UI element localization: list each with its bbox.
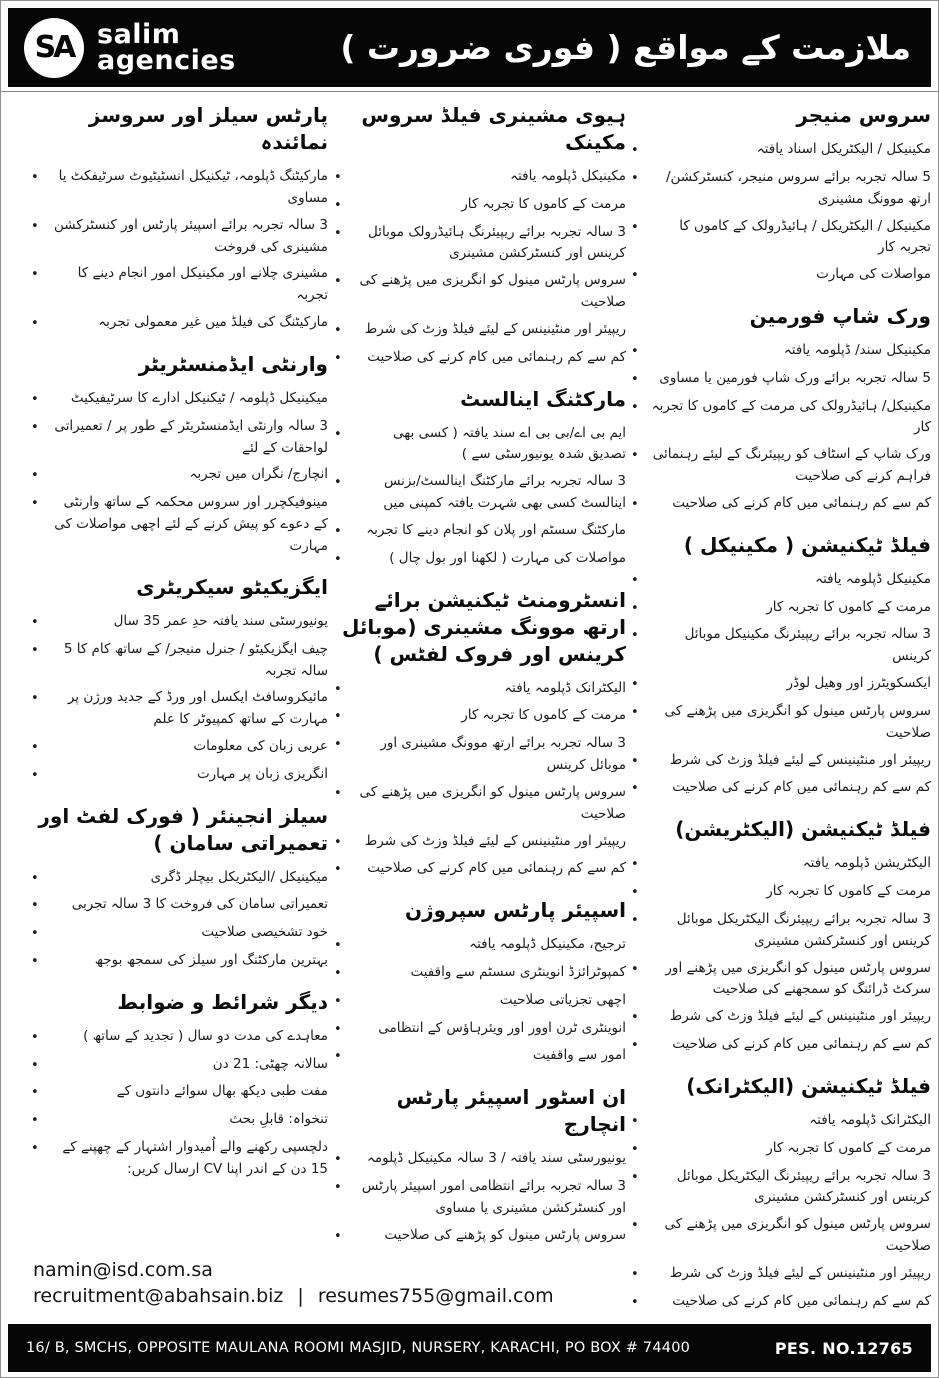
bullet-icon: •	[334, 350, 342, 366]
bullet-icon: •	[334, 274, 342, 290]
job-requirement-text: عربی زبان کی معلومات	[193, 738, 328, 755]
job-requirement-text: مواصلات کی مہارت ( لکھنا اور بول چال )	[389, 549, 626, 566]
contact-emails	[33, 1257, 554, 1309]
job-requirement-text: ایم بی اے/بی بی اے سند یافتہ ( کسی بھی تصدیق شدہ یونیورسٹی سے )	[392, 424, 626, 463]
job-requirement-text: سروس پارٹس مینول کو انگریزی میں پڑھنے اور سرکٹ ڈرائنگ کو سمجھنے کی صلاحیت	[665, 959, 931, 998]
bullet-icon: •	[31, 691, 39, 707]
bullet-icon: •	[334, 862, 342, 878]
job-requirement	[31, 639, 328, 683]
brand-line1: salim	[97, 18, 181, 50]
job-requirement	[31, 1054, 328, 1077]
bullet-icon: •	[334, 1180, 342, 1196]
job-title: فیلڈ ٹیکنیشن (الیکٹرانک)	[686, 1073, 931, 1098]
job-title: اسپیئر پارٹس سپروژن	[405, 898, 626, 923]
job-requirement	[31, 464, 328, 487]
job-requirement	[631, 1034, 931, 1057]
job-requirement	[31, 166, 328, 210]
job-requirement	[31, 1137, 328, 1181]
job-requirement	[334, 990, 626, 1013]
job-requirement-text: ریپیئر اور منٹینینس کے لیئے فیلڈ وزٹ کی شرط	[364, 321, 626, 338]
job-section	[31, 574, 328, 787]
brand-line2: agencies	[97, 44, 236, 76]
job-requirement	[31, 867, 328, 890]
job-requirement-text: مکینیکل ڈپلومہ یافتہ	[815, 570, 931, 587]
bullet-icon: •	[334, 225, 342, 241]
bullet-icon: •	[631, 497, 639, 513]
job-requirement-text: 3 سالہ تجربہ برائے ریپیئرنگ الیکٹریکل موبائل کرینس اور کنسٹرکشن مشینری	[676, 910, 931, 949]
brand-block	[24, 18, 236, 78]
job-requirement-text: 3 سالہ تجربہ برائے ریپیئرنگ مکینیکل موبائل کرینس	[684, 626, 931, 665]
job-requirement-text: 5 سالہ تجربہ برائے سروس منیجر، کنسٹرکشن/ ارتھ موونگ مشینری	[665, 168, 931, 207]
bullet-icon: •	[334, 1021, 342, 1037]
job-title: ایگزیکیٹو سیکریٹری	[136, 574, 328, 599]
bullet-icon: •	[631, 600, 639, 616]
job-column-left	[31, 100, 328, 1197]
job-requirement-text: اچھی تجزیاتی صلاحیت	[499, 991, 626, 1008]
salim-agencies-logo-icon: SA	[24, 18, 84, 78]
job-requirement	[31, 215, 328, 259]
job-requirement-text: ایکسکویٹرز اور وھیل لوڈر	[786, 675, 931, 692]
job-requirement-text: 3 سالہ تجربہ برائے مارکٹنگ اینالسٹ/بزنس اینالسٹ کسی بھی شہرت یافتہ کمپنی میں	[383, 473, 626, 512]
job-requirement	[31, 263, 328, 307]
job-requirement	[31, 1081, 328, 1104]
bullet-icon: •	[631, 628, 639, 644]
job-requirement	[334, 1225, 626, 1248]
bullet-icon: •	[631, 1294, 639, 1310]
job-requirement-text: 3 سالہ وارنٹی ایڈمنسٹریٹر کے طور پر / تعمیراتی لواحقات کے لئے	[54, 417, 328, 456]
job-title: وارنٹی ایڈمنسٹریٹر	[138, 351, 328, 376]
bullet-icon: •	[334, 938, 342, 954]
job-requirement	[334, 1176, 626, 1220]
job-requirement	[334, 831, 626, 854]
bullet-icon: •	[31, 1113, 39, 1129]
job-requirement-text: چیف ایگزیکیٹو / جنرل منیجر/ کے ساتھ کام کا 5 سالہ تجربہ	[63, 640, 328, 679]
job-section	[631, 532, 931, 800]
bullet-icon: •	[334, 524, 342, 540]
bullet-icon: •	[631, 753, 639, 769]
ad-headline-urdu: ملازمت کے مواقع ( فوری ضرورت )	[340, 28, 911, 67]
job-requirement-text: مرمت کے کاموں کا تجربہ کار	[766, 883, 931, 900]
job-requirement-text: مکینیکل/ ہائیڈرولک کی مرمت کے کاموں کا تجربہ کار	[651, 397, 931, 436]
job-requirement	[334, 678, 626, 701]
bullet-icon: •	[31, 870, 39, 886]
job-requirement-text: 3 سالہ تجربہ برائے انتظامی امور اسپیئر پارٹس اور کنسٹرکشن مشینری یا مساوی	[361, 1178, 626, 1216]
job-requirement-text: مکینیکل ڈپلومہ یافتہ	[510, 168, 626, 184]
job-requirement-text: مواصلات کی مہارت	[816, 266, 931, 283]
bullet-icon: •	[334, 475, 342, 491]
bullet-icon: •	[631, 1113, 639, 1129]
bullet-icon: •	[334, 197, 342, 213]
header-divider	[1, 91, 938, 92]
job-requirement	[631, 881, 931, 904]
bullet-icon: •	[631, 448, 639, 464]
job-requirement	[334, 1018, 626, 1041]
bullet-icon: •	[631, 857, 639, 873]
bullet-icon: •	[631, 143, 639, 158]
job-requirement	[334, 222, 626, 266]
bullet-icon: •	[631, 677, 639, 693]
pes-number: PES. NO.12765	[774, 1338, 913, 1358]
job-requirement	[631, 1110, 931, 1133]
job-requirement	[631, 569, 931, 592]
job-requirement	[631, 777, 931, 800]
job-section	[631, 303, 931, 516]
bullet-icon: •	[31, 170, 39, 185]
job-requirement	[334, 166, 626, 189]
bullet-icon: •	[631, 1218, 639, 1234]
job-requirement	[334, 270, 626, 314]
bullet-icon: •	[31, 1029, 39, 1045]
job-title: انسٹرومنٹ ٹیکنیشن برائے ارتھ موونگ مشینری (موبائل کرینس اور فروک لفٹس )	[342, 587, 626, 666]
job-requirement	[631, 396, 931, 440]
job-requirement	[631, 750, 931, 773]
job-requirement	[334, 319, 626, 342]
job-requirement-text: 3 سالہ تجربہ برائے اسپیئر پارٹس اور کنسٹرکشن مشینری کی فروخت	[54, 216, 328, 255]
job-requirement-text: مرمت کے کاموں کا تجربہ کار	[766, 598, 931, 615]
job-requirement	[334, 782, 626, 826]
job-requirement-text: مرمت کے کاموں کا تجربہ کار	[461, 195, 626, 212]
bullet-icon: •	[334, 323, 342, 339]
job-requirement-text: کم سے کم رہنمائی میں کام کرنے کی صلاحیت	[672, 779, 931, 796]
job-requirement	[31, 687, 328, 731]
bullet-icon: •	[31, 740, 39, 756]
job-requirement-text: دلچسپی رکھنے والے اُمیدوار اشتہار کے چھپنے کے 15 دن کے اندر اپنا CV ارسال کریں:	[62, 1139, 328, 1177]
bullet-icon: •	[31, 642, 39, 658]
job-title: پارٹس سیلز اور سروسز نمائندہ	[88, 103, 328, 154]
job-requirement	[31, 416, 328, 460]
job-requirement-text: 3 سالہ تجربہ برائے ریپیئرنگ ہائیڈرولک موبائل کرینس اور کنسٹرکشن مشینری	[367, 223, 626, 262]
job-requirement	[31, 736, 328, 759]
job-title: مارکٹنگ اینالسٹ	[460, 386, 626, 411]
job-column-right	[631, 100, 931, 1330]
job-requirement-text: 3 سالہ تجربہ برائے ارتھ موونگ مشینری اور موبائل کرینس	[380, 735, 626, 774]
job-requirement	[31, 388, 328, 411]
job-requirement-text: ریپیئر اور منٹینینس کے لیئے فیلڈ وزٹ کی شرط	[364, 832, 626, 849]
job-requirement-text: مکینیکل / الیکٹریکل / ہائیڈرولک کے کاموں کا تجربہ کار	[679, 217, 931, 256]
bullet-icon: •	[334, 1049, 342, 1065]
job-requirement-text: کم سے کم رہنمائی میں کام کرنے کی صلاحیت	[367, 860, 626, 877]
bullet-icon: •	[334, 709, 342, 725]
bullet-icon: •	[334, 785, 342, 801]
bullet-icon: •	[334, 551, 342, 567]
bullet-icon: •	[31, 1085, 39, 1101]
job-requirement-text: کم سے کم رہنمائی میں کام کرنے کی صلاحیت	[672, 1292, 931, 1309]
job-requirement-text: مرمت کے کاموں کا تجربہ کار	[766, 1139, 931, 1156]
job-requirement	[631, 1291, 931, 1314]
job-title: ورک شاپ فورمین	[749, 304, 931, 329]
company-address: 16/ B, SMCHS, OPPOSITE MAULANA ROOMI MASJID, NURSERY, KARACHI, PO BOX # 74400	[26, 1340, 691, 1356]
job-requirement-text: مکینیکل / الیکٹریکل اسناد یافتہ	[756, 141, 931, 157]
job-requirement	[31, 611, 328, 634]
job-section	[631, 1073, 931, 1314]
job-requirement-text: ریپیئر اور منٹینینس کے لیئے فیلڈ وزٹ کی شرط	[669, 751, 931, 768]
job-requirement-text: ریپیئر اور منٹینینس کے لیئے فیلڈ وزٹ کی شرط	[669, 1008, 931, 1025]
job-requirement	[631, 1138, 931, 1161]
job-requirement-text: ترجیح، مکینیکل ڈپلومہ یافتہ	[469, 936, 626, 953]
job-requirement	[334, 520, 626, 543]
job-requirement-text: میکینیکل /الیکٹریکل بیچلر ڈگری	[150, 868, 328, 885]
email-primary: namin@isd.com.sa	[33, 1259, 213, 1281]
bullet-icon: •	[631, 1141, 639, 1157]
job-requirement	[631, 264, 931, 287]
job-requirement	[31, 894, 328, 917]
job-requirement	[631, 1006, 931, 1029]
job-requirement	[334, 548, 626, 571]
job-requirement-text: مینوفیکچرر اور سروس محکمہ کے ساتھ وارنٹی کے دعوے کو پیش کرنے کے لئے اچھی مواصلات کی مہارت	[54, 494, 328, 554]
job-requirement-text: سالانہ چھٹی: 21 دن	[212, 1055, 328, 1072]
job-section	[31, 989, 328, 1181]
job-section	[334, 386, 626, 571]
job-section	[31, 102, 328, 335]
bullet-icon: •	[631, 170, 639, 186]
bullet-icon: •	[631, 961, 639, 977]
job-section	[334, 587, 626, 882]
bullet-icon: •	[631, 1169, 639, 1185]
bullet-icon: •	[334, 993, 342, 1009]
bullet-icon: •	[31, 391, 39, 407]
job-requirement-text: معاہدے کی مدت دو سال ( تجدید کے ساتھ )	[83, 1027, 328, 1044]
job-requirement-text: کم سے کم رہنمائی میں کام کرنے کی صلاحیت	[672, 495, 931, 512]
job-requirement	[334, 934, 626, 957]
job-requirement	[631, 493, 931, 516]
job-requirement-text: ریپیئر اور منٹینینس کے لیئے فیلڈ وزٹ کی شرط	[669, 1264, 931, 1281]
bullet-icon: •	[631, 371, 639, 387]
job-requirement	[631, 673, 931, 696]
job-requirement-text: انگریزی زبان پر مہارت	[196, 765, 328, 782]
job-requirement-text: مارکیٹنگ ڈپلومہ، ٹیکنیکل انسٹیٹیوٹ سرٹیفکٹ یا مساوی	[58, 168, 328, 206]
job-requirement	[31, 1026, 328, 1049]
job-title: فیلڈ ٹیکنیشن (الیکٹریشن)	[675, 817, 931, 842]
job-requirement-text: 3 سالہ تجربہ برائے ریپیئرنگ الیکٹریکل موبائل کرینس اور کنسٹرکشن مشینری	[676, 1167, 931, 1206]
bullet-icon: •	[31, 767, 39, 783]
brand-wordmark	[97, 18, 236, 76]
job-requirement-text: سروس پارٹس مینول کو انگریزی میں پڑھنے کی صلاحیت	[664, 702, 931, 741]
job-requirement	[334, 1045, 626, 1068]
bullet-icon: •	[31, 898, 39, 914]
ad-header-bar	[8, 8, 931, 87]
job-requirement	[631, 444, 931, 488]
ad-footer-bar	[8, 1324, 931, 1372]
job-requirement-text: 5 سالہ تجربہ برائے ورک شاپ فورمین یا مساوی	[659, 369, 931, 386]
email-row	[33, 1283, 554, 1309]
bullet-icon: •	[631, 268, 639, 284]
job-requirement-text: مشینری چلانے اور مکینیکل امور انجام دینے کا تجربہ	[77, 265, 328, 304]
email-separator: |	[297, 1285, 304, 1308]
bullet-icon: •	[631, 399, 639, 415]
bullet-icon: •	[31, 1057, 39, 1073]
job-requirement-text: مائیکروسافٹ ایکسل اور ورڈ کے جدید ورژن پر مہارت کے ساتھ کمپیوٹر کا علم	[67, 689, 328, 728]
job-title: فیلڈ ٹیکنیشن ( مکینیکل )	[683, 532, 931, 557]
job-title: سیلز انجینئر ( فورک لفٹ اور تعمیراتی سامان )	[38, 803, 328, 855]
job-section	[631, 102, 931, 287]
job-requirement	[31, 1109, 328, 1132]
bullet-icon: •	[334, 1152, 342, 1168]
job-requirement	[631, 139, 931, 162]
job-requirement	[31, 492, 328, 558]
job-requirement-text: سروس پارٹس مینول کو انگریزی میں پڑھنے کی صلاحیت	[359, 272, 626, 311]
job-section	[334, 102, 626, 370]
job-requirement	[31, 950, 328, 973]
job-requirement	[334, 471, 626, 515]
email-tertiary: resumes755@gmail.com	[317, 1285, 554, 1308]
job-requirement-text: انچارج/ نگراں میں تجربہ	[189, 466, 328, 483]
job-requirement	[631, 624, 931, 668]
bullet-icon: •	[31, 419, 39, 435]
job-requirement-text: بہترین مارکٹنگ اور سیلز کی سمجھ بوجھ	[94, 952, 328, 969]
job-requirement-text: مفت طبی دیکھ بھال سوائے دانتوں کے	[116, 1083, 328, 1100]
job-requirement-text: مرمت کے کاموں کا تجربہ کار	[461, 707, 626, 724]
job-requirement-text: الیکٹرانک ڈپلومہ یافتہ	[504, 679, 626, 696]
job-requirement	[631, 958, 931, 1002]
bullet-icon: •	[334, 170, 342, 185]
bullet-icon: •	[631, 219, 639, 235]
bullet-icon: •	[631, 885, 639, 901]
job-title: ان اسٹور اسپیئر پارٹس انچارج	[396, 1085, 626, 1137]
bullet-icon: •	[31, 496, 39, 512]
job-requirement-text: تعمیراتی سامان کی فروخت کا 3 سالہ تجربی	[71, 896, 328, 913]
job-requirement	[631, 909, 931, 953]
job-requirement	[631, 216, 931, 260]
job-requirement-text: تنخواہ: قابلِ بحث	[229, 1111, 328, 1128]
job-requirement-text: سروس پارٹس مینول کو انگریزی میں پڑھنے کی صلاحیت	[359, 783, 626, 822]
job-requirement-text: امور سے واقفیت	[532, 1047, 626, 1064]
job-requirement	[631, 368, 931, 391]
job-requirement	[334, 194, 626, 217]
job-requirement	[631, 1263, 931, 1286]
job-requirement-text: سروس پارٹس مینول کو پڑھنے کی صلاحیت	[384, 1226, 626, 1243]
job-requirement-text: الیکٹریشن ڈپلومہ یافتہ	[802, 855, 931, 872]
bullet-icon: •	[631, 781, 639, 797]
bullet-icon: •	[31, 1141, 39, 1157]
bullet-icon: •	[31, 954, 39, 970]
job-column-middle	[334, 100, 626, 1264]
job-requirement	[334, 347, 626, 370]
job-title: ہیوی مشینری فیلڈ سروس مکینک	[361, 103, 626, 154]
bullet-icon: •	[631, 1038, 639, 1054]
job-requirement	[31, 922, 328, 945]
bullet-icon: •	[631, 1266, 639, 1282]
job-requirement	[31, 764, 328, 787]
job-requirement-text: کم سے کم رہنمائی میں کام کرنے کی صلاحیت	[672, 1036, 931, 1053]
bullet-icon: •	[631, 912, 639, 928]
bullet-icon: •	[334, 834, 342, 850]
job-requirement-text: کمپوٹرائزڈ انوینٹری سسٹم سے واقفیت	[410, 964, 626, 981]
job-title: دیگر شرائط و ضوابط	[117, 989, 328, 1014]
job-requirement	[631, 853, 931, 876]
bullet-icon: •	[631, 1010, 639, 1026]
bullet-icon: •	[31, 614, 39, 630]
bullet-icon: •	[631, 704, 639, 720]
bullet-icon: •	[631, 344, 639, 360]
job-requirement	[334, 858, 626, 881]
job-requirement	[631, 701, 931, 745]
job-requirement-text: یونیورسٹی سند یافتہ حدِ عمر 35 سال	[113, 612, 328, 629]
bullet-icon: •	[334, 681, 342, 697]
job-requirement-text: یونیورسٹی سند یافتہ / 3 سالہ مکینیکل ڈپلومہ	[366, 1150, 626, 1167]
job-requirement-text: انوینٹری ٹرن اوور اور ویئرہاؤس کے انتظامی	[378, 1019, 626, 1036]
job-section	[334, 897, 626, 1068]
bullet-icon: •	[334, 737, 342, 753]
job-requirement	[334, 962, 626, 985]
bullet-icon: •	[31, 316, 39, 332]
email-secondary: recruitment@abahsain.biz	[33, 1285, 284, 1308]
bullet-icon: •	[31, 926, 39, 942]
job-requirement	[334, 1148, 626, 1171]
job-requirement-text: مارکیٹنگ کی فیلڈ میں غیر معمولی تجربہ	[98, 314, 328, 331]
job-requirement-text: ورک شاپ کے اسٹاف کو ریپیئرنگ کے لیئے رہنمائی فراہم کرنے کی صلاحیت	[652, 446, 931, 485]
job-section	[31, 803, 328, 973]
bullet-icon: •	[631, 572, 639, 588]
job-requirement	[334, 423, 626, 467]
bullet-icon: •	[31, 218, 39, 234]
job-requirement	[631, 340, 931, 363]
job-section	[334, 1084, 626, 1247]
job-requirement	[334, 733, 626, 777]
job-requirement-text: میکینیکل ڈپلومہ / ٹیکنیکل ادارے کا سرٹیفیکیٹ	[70, 389, 328, 406]
bullet-icon: •	[334, 1228, 342, 1244]
job-requirement	[631, 167, 931, 211]
job-requirement-text: الیکٹرانک ڈپلومہ یافتہ	[809, 1111, 931, 1128]
bullet-icon: •	[334, 966, 342, 982]
job-requirement	[31, 312, 328, 335]
bullet-icon: •	[31, 267, 39, 283]
job-requirement	[631, 1166, 931, 1210]
bullet-icon: •	[31, 468, 39, 484]
job-section	[631, 816, 931, 1057]
bullet-icon: •	[334, 426, 342, 442]
job-section	[31, 351, 328, 558]
job-requirement-text: کم سے کم رہنمائی میں کام کرنے کی صلاحیت	[367, 348, 626, 365]
job-requirement-text: سروس پارٹس مینول کو انگریزی میں پڑھنے کی صلاحیت	[664, 1216, 931, 1255]
job-requirement	[631, 1214, 931, 1258]
job-requirement-text: خود تشخیصی صلاحیت	[201, 924, 328, 941]
job-requirement	[631, 597, 931, 620]
job-requirement-text: مارکٹنگ سسٹم اور پلان کو انجام دینے کا تجربہ	[366, 522, 626, 539]
job-title: سروس منیجر	[796, 103, 931, 127]
job-requirement-text: مکینیکل سند/ ڈپلومہ یافتہ	[783, 342, 931, 359]
job-requirement	[334, 705, 626, 728]
